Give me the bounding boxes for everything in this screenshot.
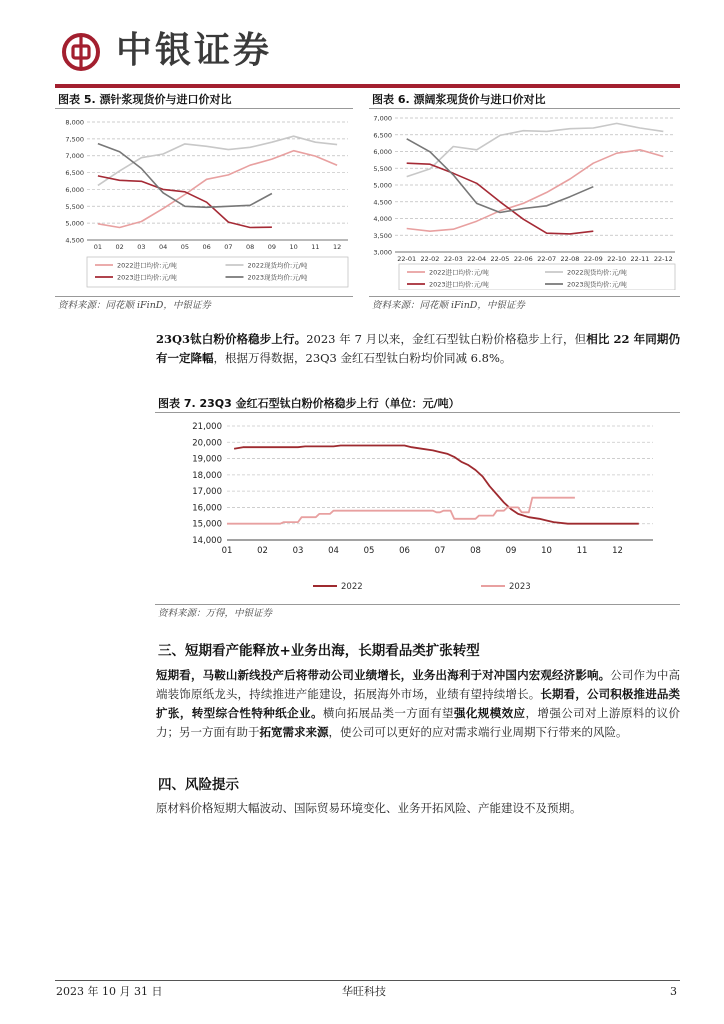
section4-paragraph: 原材料价格短期大幅波动、国际贸易环境变化、业务开拓风险、产能建设不及预期。: [156, 801, 582, 815]
y-tick-label: 16,000: [192, 503, 222, 514]
y-tick-label: 3,000: [373, 248, 392, 257]
y-tick-label: 4,500: [373, 198, 392, 207]
y-tick-label: 7,000: [65, 152, 84, 161]
section3-heading: 三、短期看产能释放+业务出海，长期看品类扩张转型: [158, 643, 480, 659]
y-tick-label: 8,000: [65, 118, 84, 127]
footer-company: 华旺科技: [342, 985, 386, 998]
paragraph-emphasis: 长期看，公司积极推进品类扩张，转型综合性特种纸企业。: [156, 687, 680, 720]
x-tick-label: 05: [180, 243, 190, 251]
y-tick-label: 17,000: [192, 487, 222, 498]
x-tick-label: 22-09: [583, 255, 603, 263]
x-tick-label: 10: [541, 546, 552, 556]
x-tick-label: 10: [289, 243, 298, 251]
legend-label: 2022现货均价:元/吨: [247, 261, 308, 270]
figure6-chart: [369, 112, 680, 290]
header-divider: [55, 84, 680, 88]
figure6-bottom-rule: [369, 296, 680, 297]
figure5-top-rule: [55, 108, 353, 109]
figure7-chart: [155, 414, 680, 604]
x-tick-label: 22-11: [630, 255, 650, 263]
figure7-top-rule: [155, 412, 680, 413]
series-line-1: [227, 498, 575, 524]
figure6-source: 资料来源：同花顺 iFinD，中银证券: [372, 300, 525, 311]
x-tick-label: 03: [137, 243, 146, 251]
x-tick-label: 01: [221, 546, 233, 556]
figure6-top-rule: [369, 108, 680, 109]
figure7-source: 资料来源：万得，中银证券: [158, 608, 273, 619]
x-tick-label: 12: [612, 546, 623, 556]
x-tick-label: 03: [292, 546, 304, 556]
legend-label: 2023现货均价:元/吨: [567, 280, 627, 289]
x-tick-label: 22-01: [397, 255, 417, 263]
figure6-title: 图表 6. 漂阔浆现货价与进口价对比: [372, 93, 546, 106]
y-tick-label: 7,000: [373, 114, 392, 123]
legend-label: 2023: [509, 582, 531, 592]
paragraph-text: ，增强公司对上游原料的议价力；另一方面有助于: [156, 706, 681, 739]
x-tick-label: 22-07: [537, 255, 557, 263]
x-tick-label: 04: [328, 546, 339, 556]
y-tick-label: 6,000: [65, 185, 84, 194]
x-tick-label: 11: [311, 243, 320, 251]
figure7-bottom-rule: [155, 604, 680, 605]
x-tick-label: 07: [224, 243, 233, 251]
y-tick-label: 6,500: [373, 131, 392, 140]
section4-heading: 四、风险提示: [158, 777, 239, 793]
x-tick-label: 02: [115, 243, 124, 251]
y-tick-label: 6,000: [373, 148, 392, 156]
x-tick-label: 22-03: [443, 255, 463, 263]
y-tick-label: 5,000: [373, 181, 392, 190]
paragraph-emphasis: 强化规模效应: [453, 706, 526, 720]
legend-label: 2022现货均价:元/吨: [567, 268, 627, 277]
brand-name: 中银证券: [116, 30, 273, 71]
footer-date: 2023 年 10 月 31 日: [56, 985, 163, 998]
section3-paragraph: [156, 666, 680, 742]
figure7-title: 图表 7. 23Q3 金红石型钛白粉价格稳步上行（单位：元/吨）: [158, 397, 460, 410]
legend-label: 2022进口均价:元/吨: [429, 268, 489, 277]
x-tick-label: 01: [93, 243, 103, 251]
x-tick-label: 09: [267, 243, 277, 251]
series-line-1: [407, 123, 664, 176]
y-tick-label: 18,000: [192, 470, 222, 481]
x-tick-label: 11: [576, 546, 588, 556]
series-line-2: [98, 176, 272, 228]
x-tick-label: 02: [257, 546, 268, 556]
y-tick-label: 3,500: [373, 231, 392, 240]
legend-label: 2023现货均价:元/吨: [247, 273, 308, 282]
x-tick-label: 08: [470, 546, 481, 556]
y-tick-label: 20,000: [192, 438, 222, 449]
y-tick-label: 5,500: [373, 164, 392, 173]
x-tick-label: 12: [332, 243, 342, 251]
x-tick-label: 22-10: [607, 255, 627, 263]
paragraph-text: 2023 年 7 月以来，金红石型钛白粉价格稳步上行，但: [306, 332, 587, 346]
figure5-chart: [55, 112, 353, 290]
y-tick-label: 5,000: [65, 219, 84, 228]
y-tick-label: 4,500: [65, 236, 84, 245]
series-line-1: [98, 136, 337, 185]
series-line-3: [98, 144, 272, 208]
y-tick-label: 21,000: [192, 422, 222, 432]
paragraph-titanium-price: [156, 330, 680, 368]
x-tick-label: 22-06: [513, 255, 533, 263]
legend-label: 2023进口均价:元/吨: [429, 280, 489, 289]
x-tick-label: 06: [202, 243, 211, 251]
bank-of-china-logo-icon: [62, 33, 100, 71]
paragraph-emphasis: 短期看，马鞍山新线投产后将带动公司业绩增长，业务出海利于对冲国内宏观经济影响。: [156, 668, 611, 682]
paragraph-lead: 23Q3钛白粉价格稳步上行。: [156, 332, 307, 346]
legend-label: 2023进口均价:元/吨: [117, 273, 177, 282]
x-tick-label: 08: [245, 243, 255, 251]
x-tick-label: 07: [434, 546, 446, 556]
y-tick-label: 4,000: [373, 215, 392, 223]
x-tick-label: 06: [399, 546, 410, 556]
x-tick-label: 05: [363, 546, 375, 556]
x-tick-label: 22-12: [653, 255, 673, 263]
paragraph-text: 横向拓展品类一方面有望: [322, 706, 454, 720]
y-tick-label: 5,500: [65, 202, 84, 211]
legend-label: 2022: [341, 582, 363, 592]
y-tick-label: 7,500: [65, 135, 84, 144]
y-tick-label: 15,000: [192, 519, 222, 530]
x-tick-label: 09: [505, 546, 517, 556]
figure5-title: 图表 5. 漂针浆现货价与进口价对比: [58, 93, 232, 106]
figure5-source: 资料来源：同花顺 iFinD，中银证券: [58, 300, 211, 311]
paragraph-text: ，根据万得数据，23Q3 金红石型钛白粉均价同减 6.8%。: [213, 351, 512, 365]
figure5-bottom-rule: [55, 296, 353, 297]
y-tick-label: 19,000: [192, 454, 222, 465]
x-tick-label: 22-08: [560, 255, 580, 263]
x-tick-label: 22-05: [490, 255, 510, 263]
paragraph-emphasis: 拓宽需求来源: [259, 725, 329, 739]
y-tick-label: 14,000: [192, 536, 222, 546]
legend-label: 2022进口均价:元/吨: [117, 261, 177, 270]
footer-page-number: 3: [670, 985, 677, 998]
paragraph-text: ，使公司可以更好的应对需求端行业周期下行带来的风险。: [328, 725, 628, 739]
paragraph-text: 公司作为中高端装饰原纸龙头，持续推进产能建设，拓展海外市场，业绩有望持续增长。: [156, 668, 681, 701]
x-tick-label: 22-04: [467, 255, 487, 263]
x-tick-label: 22-02: [420, 255, 440, 263]
footer-divider: [55, 980, 680, 981]
x-tick-label: 04: [158, 243, 168, 251]
y-tick-label: 6,500: [65, 169, 84, 178]
paragraph-emphasis: 相比 22 年同期仍有一定降幅: [156, 332, 680, 365]
series-line-0: [407, 150, 664, 231]
